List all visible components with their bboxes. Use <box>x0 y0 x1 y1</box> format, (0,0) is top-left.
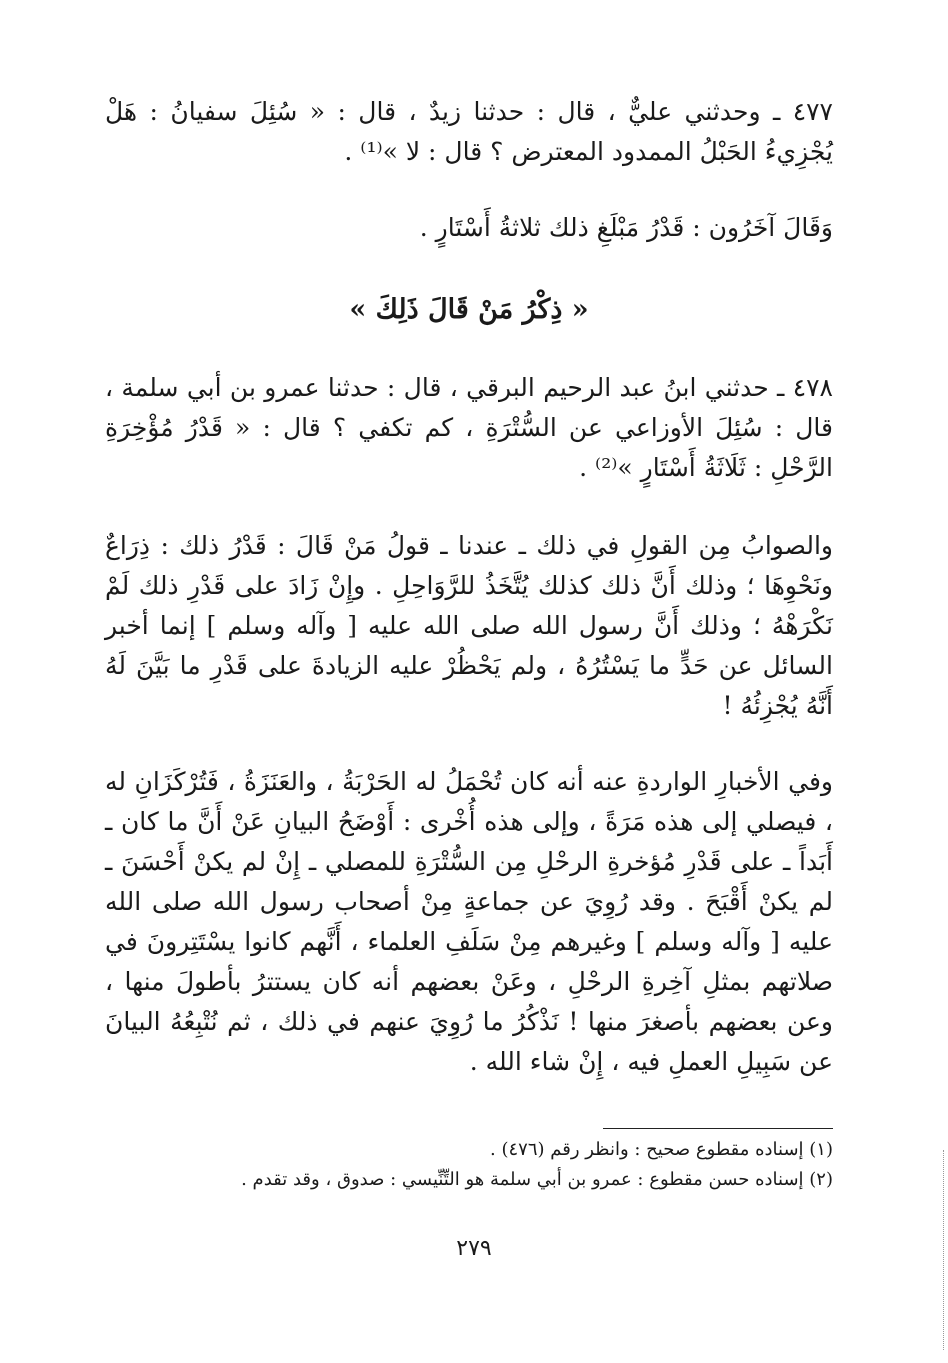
others-said-paragraph: وَقَالَ آخَرُون : قَدْرُ مَبْلَغِ ذلك ثلاثةُ أَسْتَارٍ . <box>419 213 833 242</box>
correct-opinion-paragraph: والصوابُ مِن القولِ في ذلك ـ عندنا ـ قولُ مَنْ قَالَ : قَدْرُ ذلك : ذِرَاعٌ ونَحْوِهَا ؛ وذلك أَنَّ ذلك كذلك يُتَّخَذُ للرَّوَاحِلِ . وإِنْ زَادَ على قَدْرِ ذلك لَمْ نَكْرَهْهُ ؛ وذلك أَنَّ رسول الله صلى الله عليه [ وآله وسلم ] إنما أخبر السائل عن حَدٍّ ما يَسْتُرُهُ ، ولم يَحْظُرْ عليه الزيادةَ على قَدْرِ ما بَيَّنَ لَهُ أَنَّهُ يُجْزِئُهُ ! <box>105 531 833 720</box>
hadith-478-paragraph: ٤٧٨ ـ حدثني ابنُ عبد الرحيم البرقي ، قال : حدثنا عمرو بن أبي سلمة ، قال : سُئِلَ الأوزاعي عن السُّتْرَةِ ، كم تكفي ؟ قال : « قَدْرُ مُؤْخِرَةِ الرَّحْلِ : ثَلَاثَةُ أَسْتَارٍ »⁽²⁾ . <box>105 373 833 482</box>
footnote-2: (٢) إسناده حسن مقطوع : عمرو بن أبي سلمة هو التِّنِّيسي : صدوق ، وقد تقدم . <box>241 1169 833 1190</box>
hadith-477-paragraph: ٤٧٧ ـ وحدثني عليٌّ ، قال : حدثنا زيدٌ ، قال : « سُئِلَ سفيانُ : هَلْ يُجْزِيءُ الحَبْلُ الممدود المعترض ؟ قال : لا »⁽¹⁾ . <box>105 97 833 166</box>
reports-paragraph: وفي الأخبارِ الواردةِ عنه أنه كان تُحْمَلُ له الحَرْبَةُ ، والعَنَزَةُ ، فَتُرْكَزَانِ له ، فيصلي إلى هذه مَرَةً ، وإلى هذه أُخْرى : أَوْضَحُ البيانِ عَنْ أَنَّ ما كان ـ أَبَداً ـ على قَدْرِ مُؤخرةِ الرحْلِ مِن السُّتْرَةِ للمصلي ـ إِنْ لم يكنْ أَحْسَنَ ـ لم يكنْ أَقْبَحَ . وقد رُوِيَ عن جماعةٍ مِنْ أصحاب رسول الله صلى الله عليه [ وآله وسلم ] وغيرهم مِنْ سَلَفِ العلماء ، أَنَّهم كانوا يسْتَتِرونَ في صلاتهم بمثلِ آخِرةِ الرحْلِ ، وعَنْ بعضهم أنه كان يستترُ بأطولَ منها ، وعن بعضهم بأصغرَ منها ! نَذْكُرُ ما رُوِيَ عنهم في ذلك ، ثم نُتْبِعُهُ البيانَ عن سَبِيلِ العملِ فيه ، إِنْ شاء الله . <box>105 767 833 1076</box>
footnote-separator <box>603 1128 833 1129</box>
page-number: ٢٧٩ <box>456 1236 492 1261</box>
page-edge-mark <box>943 1150 944 1350</box>
section-heading: « ذِكْرُ مَنْ قَالَ ذَلِكَ » <box>349 294 589 325</box>
footnote-1: (١) إسناده مقطوع صحيح : وانظر رقم (٤٧٦) . <box>490 1139 833 1160</box>
